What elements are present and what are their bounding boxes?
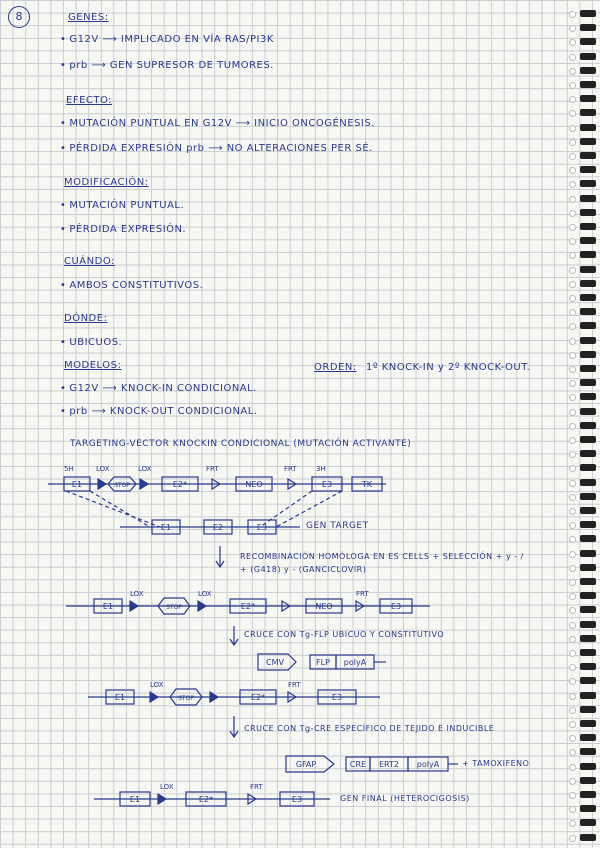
allele1-text-e1: E1 [102,602,114,611]
vector-lox2 [140,479,148,489]
allele1-label-frt: FRT [356,590,369,598]
allele3-label-lox: LOX [160,783,174,791]
vector-label-lox2: LOX [138,465,152,473]
cre-extra-text: + TAMOXIFENO [462,759,530,768]
modificacion-heading: MODIFICACIÓN: [64,177,149,188]
modelos-item-1: • G12V ⟶ KNOCK-IN CONDICIONAL. [60,383,257,394]
flp-text-flp: FLP [316,658,330,667]
modificacion-item-2: • PÉRDIDA EXPRESIÓN. [60,224,186,235]
page-number: 8 [8,6,30,28]
efecto-item-2: • PÉRDIDA EXPRESIÓN prb ⟶ NO ALTERACIONES PER SÉ. [60,143,373,154]
final-label: GEN FINAL (HETEROCIGOSIS) [340,794,470,803]
cre-text-polya: polyA [416,760,440,769]
target-label: GEN TARGET [306,521,369,531]
vector-label-frt2: FRT [284,465,297,473]
cuando-item-1: • AMBOS CONSTITUTIVOS. [60,280,203,291]
flp-text-cmv: CMV [266,658,284,667]
target-text-e3: E3 [256,523,268,532]
orden-text: 1º KNOCK-IN y 2º KNOCK-OUT. [366,362,531,373]
allele1-label-lox2: LOX [198,590,212,598]
allele2-text-stop: STOP [178,695,194,702]
efecto-heading: EFECTO: [66,95,113,106]
modelos-heading: MODELOS: [64,360,122,371]
vector-label-5h: 5H [64,465,74,473]
vector-text-tk: TK [361,480,373,489]
allele1-text-stop: STOP [166,604,182,611]
allele1-label-lox1: LOX [130,590,144,598]
vector-text-e1: E1 [71,480,83,489]
genes-item-2: • prb ⟶ GEN SUPRESOR DE TUMORES. [60,60,274,71]
allele1-text-e3: E3 [390,602,402,611]
target-text-e1: E1 [160,523,172,532]
cuando-heading: CUÁNDO: [64,256,115,267]
allele1-text-e2: E2* [240,602,256,611]
cross-dash-1 [66,491,160,527]
step2-text: CRUCE CON Tg-FLP UBICUO Y CONSTITUTIVO [244,630,445,639]
vector-label-frt1: FRT [206,465,219,473]
cre-text-gfap: GFAP [295,760,317,769]
allele3-text-e2: E2* [198,795,214,804]
allele2-label-lox: LOX [150,681,164,689]
cross-dash-2 [90,491,150,527]
allele3-label-frt: FRT [250,783,263,791]
flp-text-polya: polyA [343,658,367,667]
allele2-text-e3: E3 [331,693,343,702]
diagram-title: TARGETING-VECTOR KNOCKIN CONDICIONAL (MUTACIÓN ACTIVANTE) [70,439,412,449]
vector-label-3h: 3H [316,465,326,473]
vector-text-stop: STOP [114,482,130,489]
target-text-e2: E2 [212,523,224,532]
genes-item-1: • G12V ⟶ IMPLICADO EN VÍA RAS/PI3K [60,34,274,45]
orden-label: ORDEN: [314,362,357,373]
allele3-text-e3: E3 [291,795,303,804]
vector-lox1 [98,479,106,489]
modelos-item-2: • prb ⟶ KNOCK-OUT CONDICIONAL. [60,406,258,417]
vector-text-neo: NEO [245,480,263,489]
vector-text-e2: E2* [172,480,188,489]
donde-item-1: • UBICUOS. [60,337,122,348]
allele3-text-e1: E1 [129,795,141,804]
vector-label-lox1: LOX [96,465,110,473]
step3-text: CRUCE CON Tg-CRE ESPECÍFICO DE TEJIDO E INDUCIBLE [244,724,495,733]
genes-heading: GENES: [68,12,109,23]
vector-text-e3: E3 [321,480,333,489]
cre-text-ert2: ERT2 [378,760,400,769]
allele2-text-e1: E1 [114,693,126,702]
modificacion-item-1: • MUTACIÓN PUNTUAL. [60,200,184,211]
allele1-text-neo: NEO [315,602,333,611]
allele2-label-frt: FRT [288,681,301,689]
donde-heading: DÓNDE: [64,313,108,324]
efecto-item-1: • MUTACIÓN PUNTUAL EN G12V ⟶ INICIO ONCOGÉNESIS. [60,118,375,129]
allele2-text-e2: E2* [250,693,266,702]
step1-text: RECOMBINACIÓN HOMÓLOGA EN ES CELLS + SELECCIÓN + y - / + (G418) y - (GANCICLOVIR) [240,552,524,574]
cre-text-cre: CRE [349,760,367,769]
